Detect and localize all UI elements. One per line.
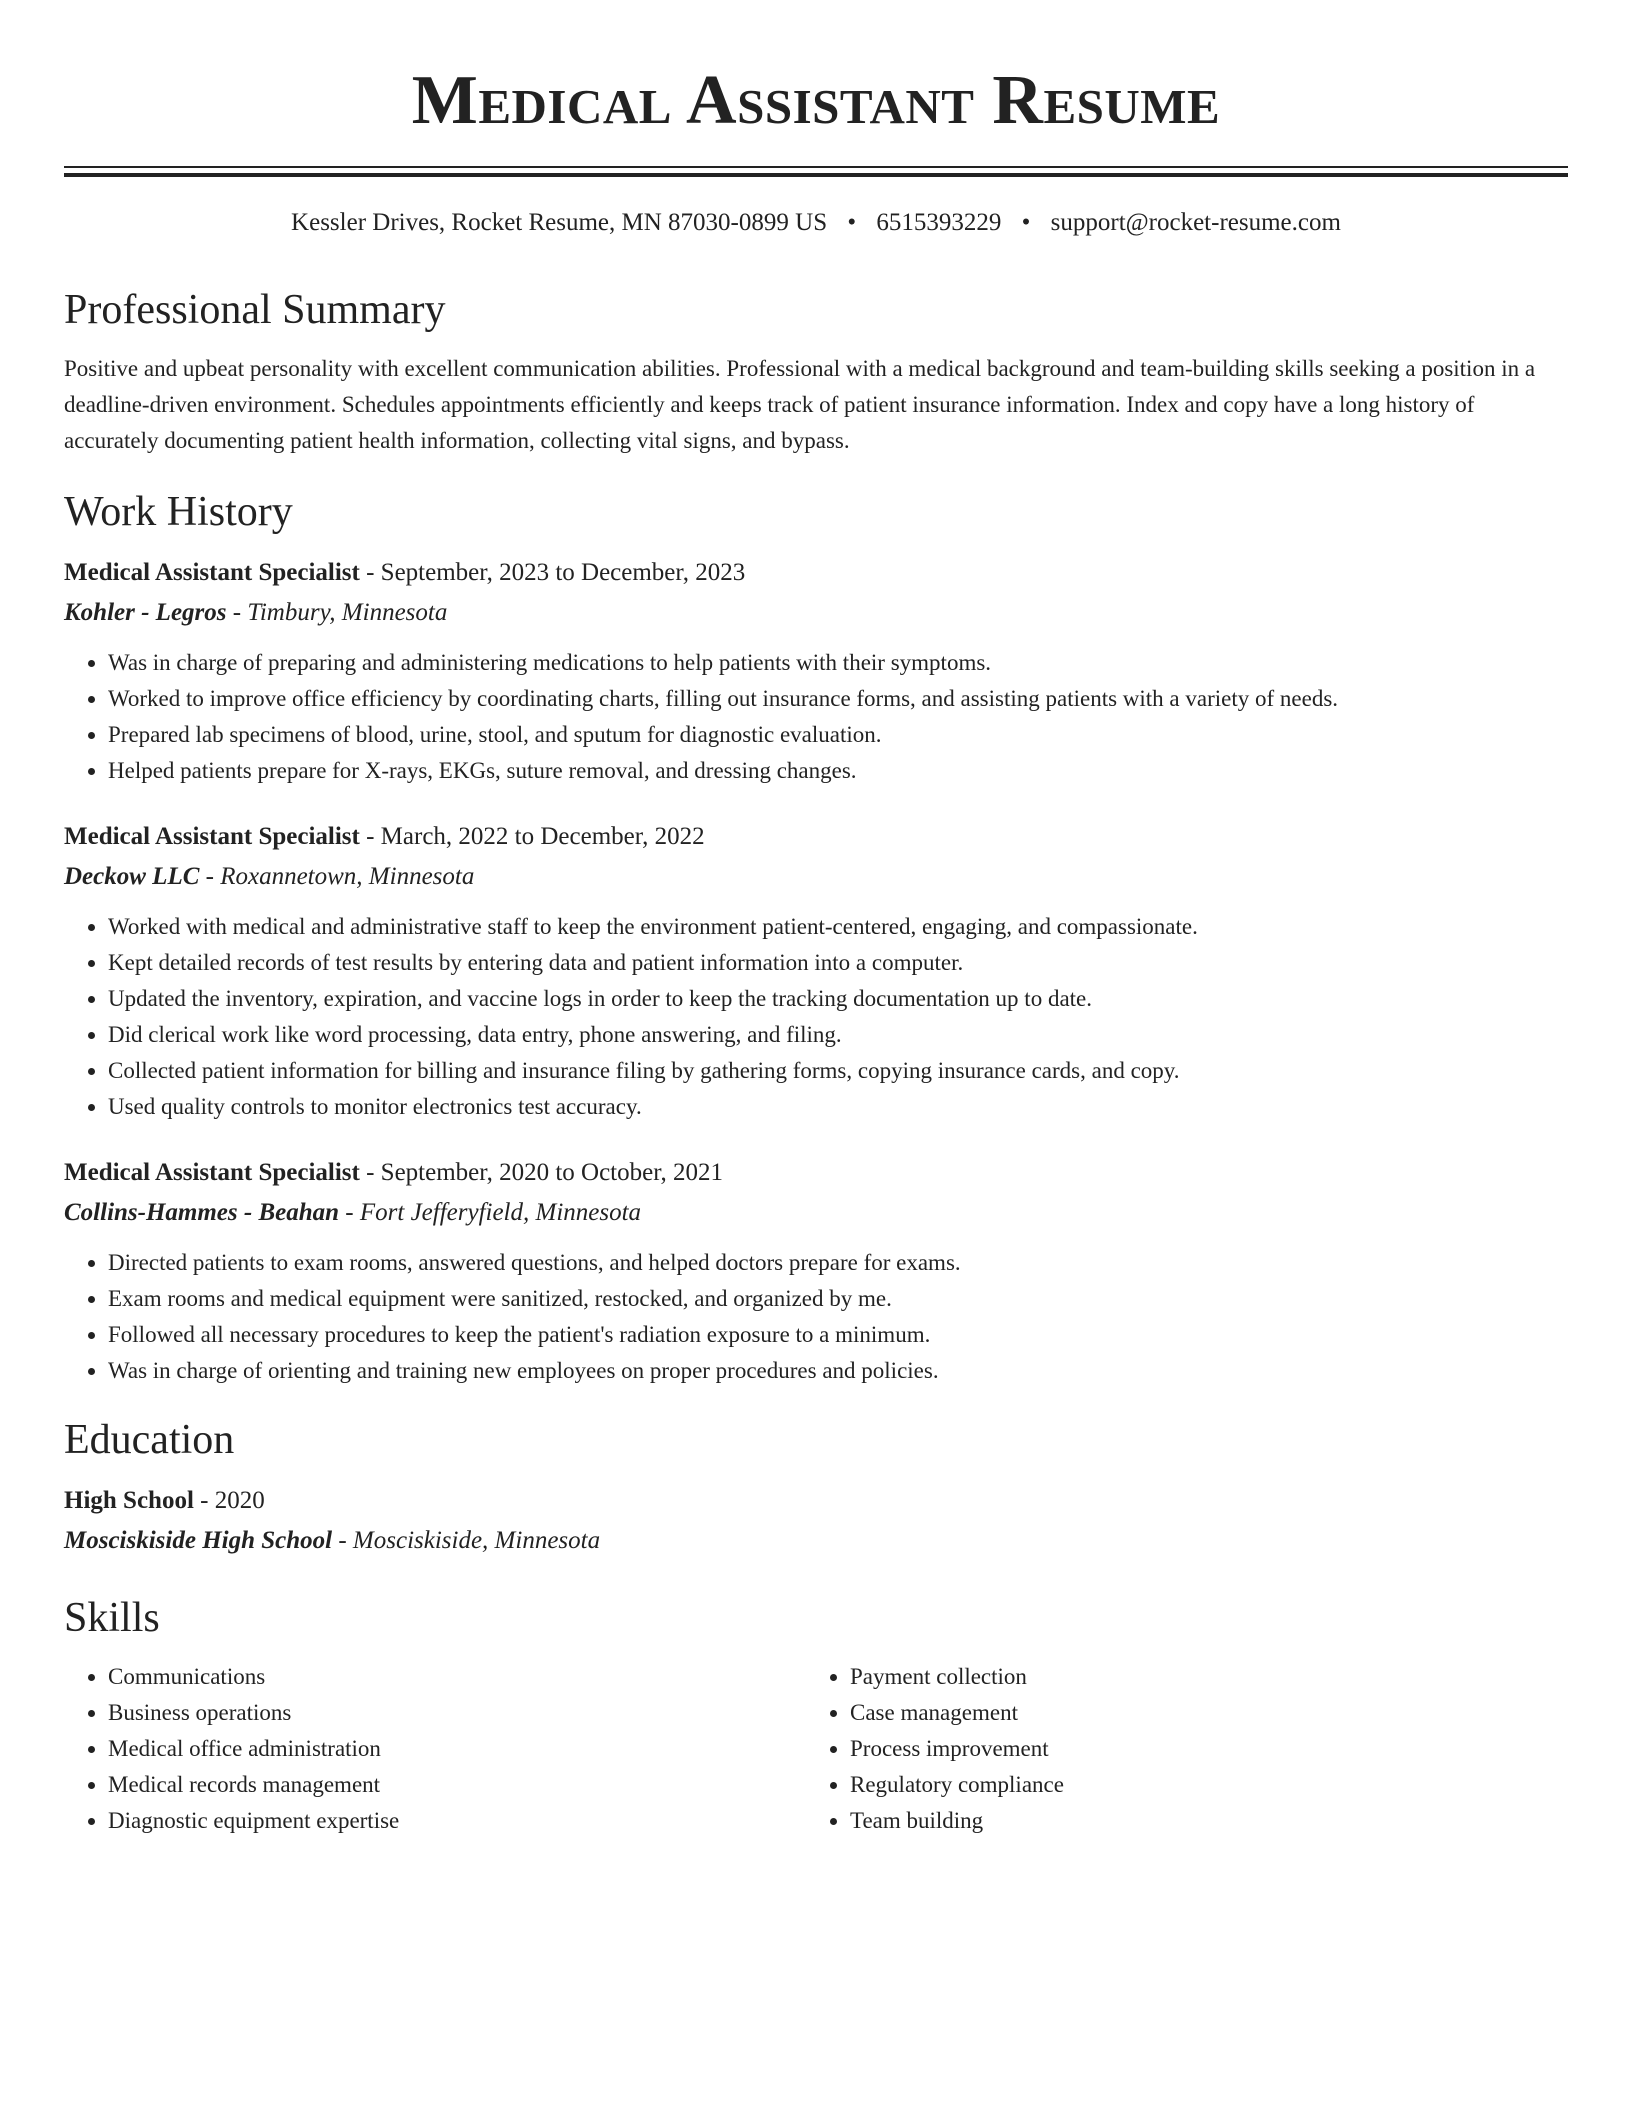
employer-line bbox=[64, 859, 1568, 895]
job-dates: - September, 2020 to October, 2021 bbox=[359, 1159, 724, 1186]
job-duty: • Updated the inventory, expiration, and vaccine logs in order to keep the tracking documentation up to date. bbox=[108, 981, 1568, 1017]
job-duty: • Helped patients prepare for X-rays, EKGs, suture removal, and dressing changes. bbox=[108, 753, 1568, 789]
job-duties-list bbox=[64, 1245, 1568, 1389]
job-dates: - March, 2022 to December, 2022 bbox=[359, 823, 705, 850]
employer-location: - Roxannetown, Minnesota bbox=[199, 863, 475, 890]
job-dates: - September, 2023 to December, 2023 bbox=[359, 559, 746, 586]
skill-item: • Business operations bbox=[108, 1695, 806, 1731]
contact-phone: 6515393229 bbox=[876, 209, 1002, 236]
degree-year: - 2020 bbox=[193, 1487, 265, 1514]
job-duty: • Was in charge of orienting and training new employees on proper procedures and policies. bbox=[108, 1353, 1568, 1389]
job-title: Medical Assistant Specialist bbox=[64, 1159, 360, 1186]
job-duty: • Worked to improve office efficiency by coordinating charts, filling out insurance forms, and assisting patients with a variety of needs. bbox=[108, 681, 1568, 717]
school-location: - Mosciskiside, Minnesota bbox=[332, 1527, 601, 1554]
job-duty: • Prepared lab specimens of blood, urine, stool, and sputum for diagnostic evaluation. bbox=[108, 717, 1568, 753]
job-duty: • Was in charge of preparing and administering medications to help patients with their symptoms. bbox=[108, 645, 1568, 681]
summary-heading: Professional Summary bbox=[64, 287, 446, 333]
education-entry bbox=[64, 1483, 1568, 1559]
contact-email: support@rocket-resume.com bbox=[1050, 209, 1341, 236]
employer-name: Collins-Hammes - Beahan bbox=[64, 1199, 340, 1226]
job-duty: • Followed all necessary procedures to keep the patient's radiation exposure to a minimum. bbox=[108, 1317, 1568, 1353]
skill-item: • Diagnostic equipment expertise bbox=[108, 1803, 806, 1839]
skill-item: • Payment collection bbox=[850, 1659, 1548, 1695]
skill-item: • Case management bbox=[850, 1695, 1548, 1731]
skill-item: • Medical office administration bbox=[108, 1731, 806, 1767]
job-title-line bbox=[64, 555, 1568, 591]
employer-name: Deckow LLC bbox=[64, 863, 200, 890]
contact-address: Kessler Drives, Rocket Resume, MN 87030-0899 US bbox=[291, 209, 828, 236]
job-duty: • Collected patient information for billing and insurance filing by gathering forms, copying insurance cards, and copy. bbox=[108, 1053, 1568, 1089]
skills-list-right bbox=[806, 1659, 1548, 1839]
job-entry bbox=[64, 555, 1568, 789]
skill-item: • Process improvement bbox=[850, 1731, 1548, 1767]
skills-heading: Skills bbox=[64, 1595, 160, 1641]
contact-separator: • bbox=[847, 209, 857, 236]
employer-location: - Fort Jefferyfield, Minnesota bbox=[339, 1199, 642, 1226]
contact-separator: • bbox=[1021, 209, 1031, 236]
job-duty: • Worked with medical and administrative staff to keep the environment patient-centered, engaging, and compassionate. bbox=[108, 909, 1568, 945]
job-entry bbox=[64, 1155, 1568, 1389]
employer-location: - Timbury, Minnesota bbox=[226, 599, 448, 626]
employer-name: Kohler - Legros bbox=[64, 599, 227, 626]
skill-item: • Medical records management bbox=[108, 1767, 806, 1803]
job-entry bbox=[64, 819, 1568, 1125]
education-heading: Education bbox=[64, 1417, 235, 1463]
job-title-line bbox=[64, 1155, 1568, 1191]
school-name: Mosciskiside High School bbox=[64, 1527, 333, 1554]
skill-item: • Team building bbox=[850, 1803, 1548, 1839]
job-title-line bbox=[64, 819, 1568, 855]
job-duty: • Kept detailed records of test results by entering data and patient information into a computer. bbox=[108, 945, 1568, 981]
job-duty: • Directed patients to exam rooms, answered questions, and helped doctors prepare for exams. bbox=[108, 1245, 1568, 1281]
degree-name: High School bbox=[64, 1487, 194, 1514]
employer-line bbox=[64, 595, 1568, 631]
skills-list-left bbox=[64, 1659, 806, 1839]
resume-title: Medical Assistant Resume bbox=[411, 62, 1221, 139]
job-duty: • Exam rooms and medical equipment were sanitized, restocked, and organized by me. bbox=[108, 1281, 1568, 1317]
job-title: Medical Assistant Specialist bbox=[64, 823, 360, 850]
job-title: Medical Assistant Specialist bbox=[64, 559, 360, 586]
employer-line bbox=[64, 1195, 1568, 1231]
job-duty: • Used quality controls to monitor electronics test accuracy. bbox=[108, 1089, 1568, 1125]
job-duties-list bbox=[64, 909, 1568, 1125]
work-history-heading: Work History bbox=[64, 489, 293, 535]
school-line bbox=[64, 1523, 1568, 1559]
degree-line bbox=[64, 1483, 1568, 1519]
title-double-rule bbox=[64, 166, 1568, 177]
job-duties-list bbox=[64, 645, 1568, 789]
job-duty: • Did clerical work like word processing, data entry, phone answering, and filing. bbox=[108, 1017, 1568, 1053]
contact-line bbox=[64, 207, 1568, 239]
skills-columns bbox=[64, 1659, 1568, 1839]
summary-text: Positive and upbeat personality with excellent communication abilities. Professional with a medical background and team-building skills seeking a position in a deadline-driven environment. Schedules appointments efficiently and keeps track of patient insurance information. Index and copy have a long history of accurately documenting patient health information, collecting vital signs, and bypass. bbox=[64, 356, 1536, 453]
skill-item: • Communications bbox=[108, 1659, 806, 1695]
skill-item: • Regulatory compliance bbox=[850, 1767, 1548, 1803]
